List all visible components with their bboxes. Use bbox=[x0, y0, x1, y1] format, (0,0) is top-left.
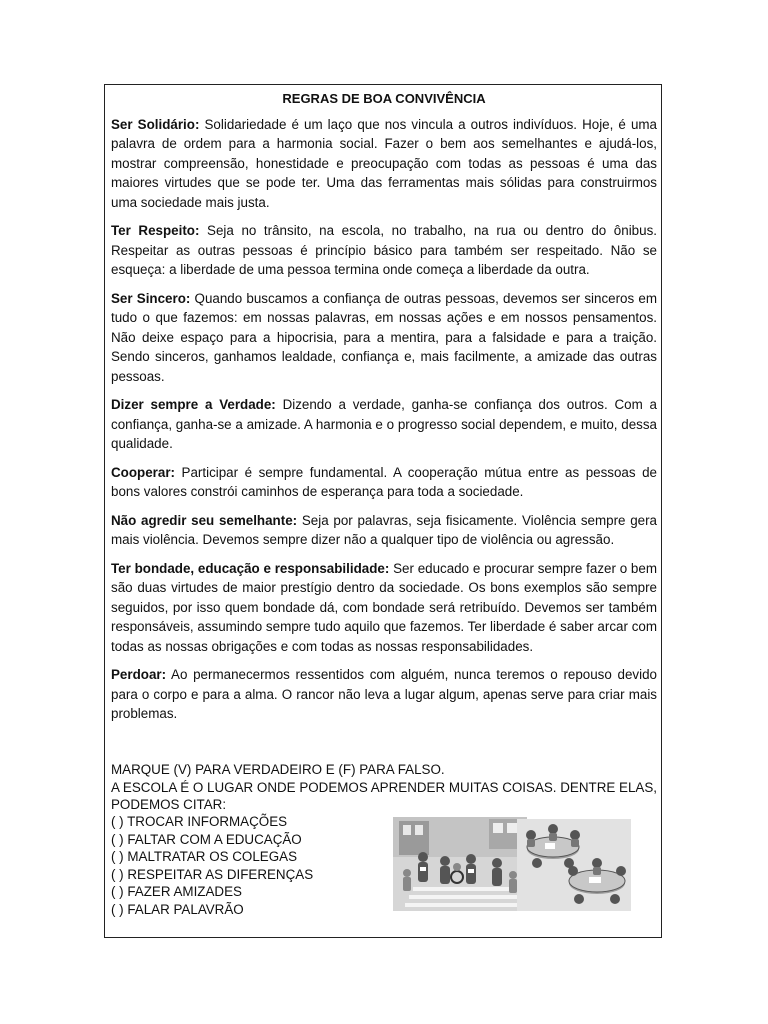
section-ter-respeito bbox=[111, 221, 657, 280]
document-frame bbox=[104, 84, 662, 938]
section-heading: Ser Sincero: bbox=[111, 290, 191, 306]
illustration-children-crossing bbox=[393, 817, 527, 911]
document-body bbox=[111, 89, 657, 733]
section-heading: Não agredir seu semelhante: bbox=[111, 512, 298, 528]
option-item[interactable]: ( ) MALTRATAR OS COLEGAS bbox=[111, 849, 298, 865]
section-heading: Cooperar: bbox=[111, 464, 175, 480]
section-ser-solidario bbox=[111, 115, 657, 213]
section-text: Participar é sempre fundamental. A cooperação mútua entre as pessoas de bons valores constrói caminhos de esperança para toda a sociedade. bbox=[111, 464, 657, 499]
section-ser-sincero bbox=[111, 289, 657, 387]
section-nao-agredir bbox=[111, 511, 657, 550]
section-cooperar bbox=[111, 463, 657, 502]
exercise-instruction: MARQUE (V) PARA VERDADEIRO E (F) PARA FALSO. bbox=[111, 762, 445, 777]
section-text: Seja no trânsito, na escola, no trabalho, na rua ou dentro do ônibus. Respeitar as outras pessoas é princípio básico para também ser respeitado. Não se esqueça: a liberdade de uma pessoa termina onde começa a liberdade da outra. bbox=[111, 223, 657, 277]
illustration-children-tables bbox=[517, 819, 631, 911]
section-heading: Ser Solidário: bbox=[111, 116, 200, 132]
section-dizer-verdade bbox=[111, 395, 657, 454]
option-item[interactable]: ( ) FAZER AMIZADES bbox=[111, 884, 242, 900]
section-perdoar bbox=[111, 665, 657, 724]
section-heading: Perdoar: bbox=[111, 667, 167, 682]
exercise-options bbox=[111, 813, 313, 919]
section-text: Solidariedade é um laço que nos vincula a outros indivíduos. Hoje, é uma palavra de ordem para a harmonia social. Fazer o bem aos semelhantes e ajudá-los, mostrar compreensão, honestidade e preocupação com todas as pessoas é uma das maiores virtudes que se pode ter. Uma das ferramentas mais sólidas para construirmos uma sociedade mais justa. bbox=[111, 116, 657, 210]
document-title: REGRAS DE BOA CONVIVÊNCIA bbox=[282, 91, 486, 106]
option-item[interactable]: ( ) FALAR PALAVRÃO bbox=[111, 901, 244, 917]
section-heading: Dizer sempre a Verdade: bbox=[111, 397, 276, 412]
section-heading: Ter bondade, educação e responsabilidade: bbox=[111, 560, 390, 576]
section-heading: Ter Respeito: bbox=[111, 223, 200, 238]
section-text: Dizendo a verdade, ganha-se confiança dos outros. Com a confiança, ganha-se a amizade. A harmonia e o progresso social dependem, e muito, dessa qualidade. bbox=[111, 397, 658, 451]
option-item[interactable]: ( ) RESPEITAR AS DIFERENÇAS bbox=[111, 866, 314, 882]
section-ter-bondade bbox=[111, 559, 657, 657]
exercise-prompt: A ESCOLA É O LUGAR ONDE PODEMOS APRENDER MUITAS COISAS. DENTRE ELAS, bbox=[111, 779, 657, 795]
section-text: Ser educado e procurar sempre fazer o bem são duas virtudes de maior prestígio dentro da sociedade. Os bons exemplos são sempre seguidos, por isso quem bondade dá, com bondade será retribuído. Devemos ser também responsáveis, assumindo sempre tudo aquilo que fazemos. Ter liberdade é saber arcar com todas as nossas obrigações e com todas as nossas responsabilidades. bbox=[111, 560, 657, 654]
option-item[interactable]: ( ) TROCAR INFORMAÇÕES bbox=[111, 814, 288, 829]
section-text: Seja por palavras, seja fisicamente. Violência sempre gera mais violência. Devemos sempre dizer não a qualquer tipo de violência ou agressão. bbox=[111, 512, 658, 547]
exercise-block bbox=[111, 761, 657, 917]
exercise-prompt-continued: PODEMOS CITAR: bbox=[111, 797, 227, 813]
section-text: Ao permanecermos ressentidos com alguém, nunca teremos o repouso devido para o corpo e para a alma. O rancor não leva a lugar algum, apenas serve para criar mais problemas. bbox=[111, 667, 657, 721]
option-item[interactable]: ( ) FALTAR COM A EDUCAÇÃO bbox=[111, 831, 302, 847]
section-text: Quando buscamos a confiança de outras pessoas, devemos ser sinceros em tudo o que fazemos: em nossas palavras, em nossas ações e em nossos pensamentos. Não deixe espaço para a hipocrisia, para a mentira, para a falsidade e para a traição. Sendo sinceros, ganhamos lealdade, confiança e, mais facilmente, a amizade das outras pessoas. bbox=[111, 290, 657, 384]
